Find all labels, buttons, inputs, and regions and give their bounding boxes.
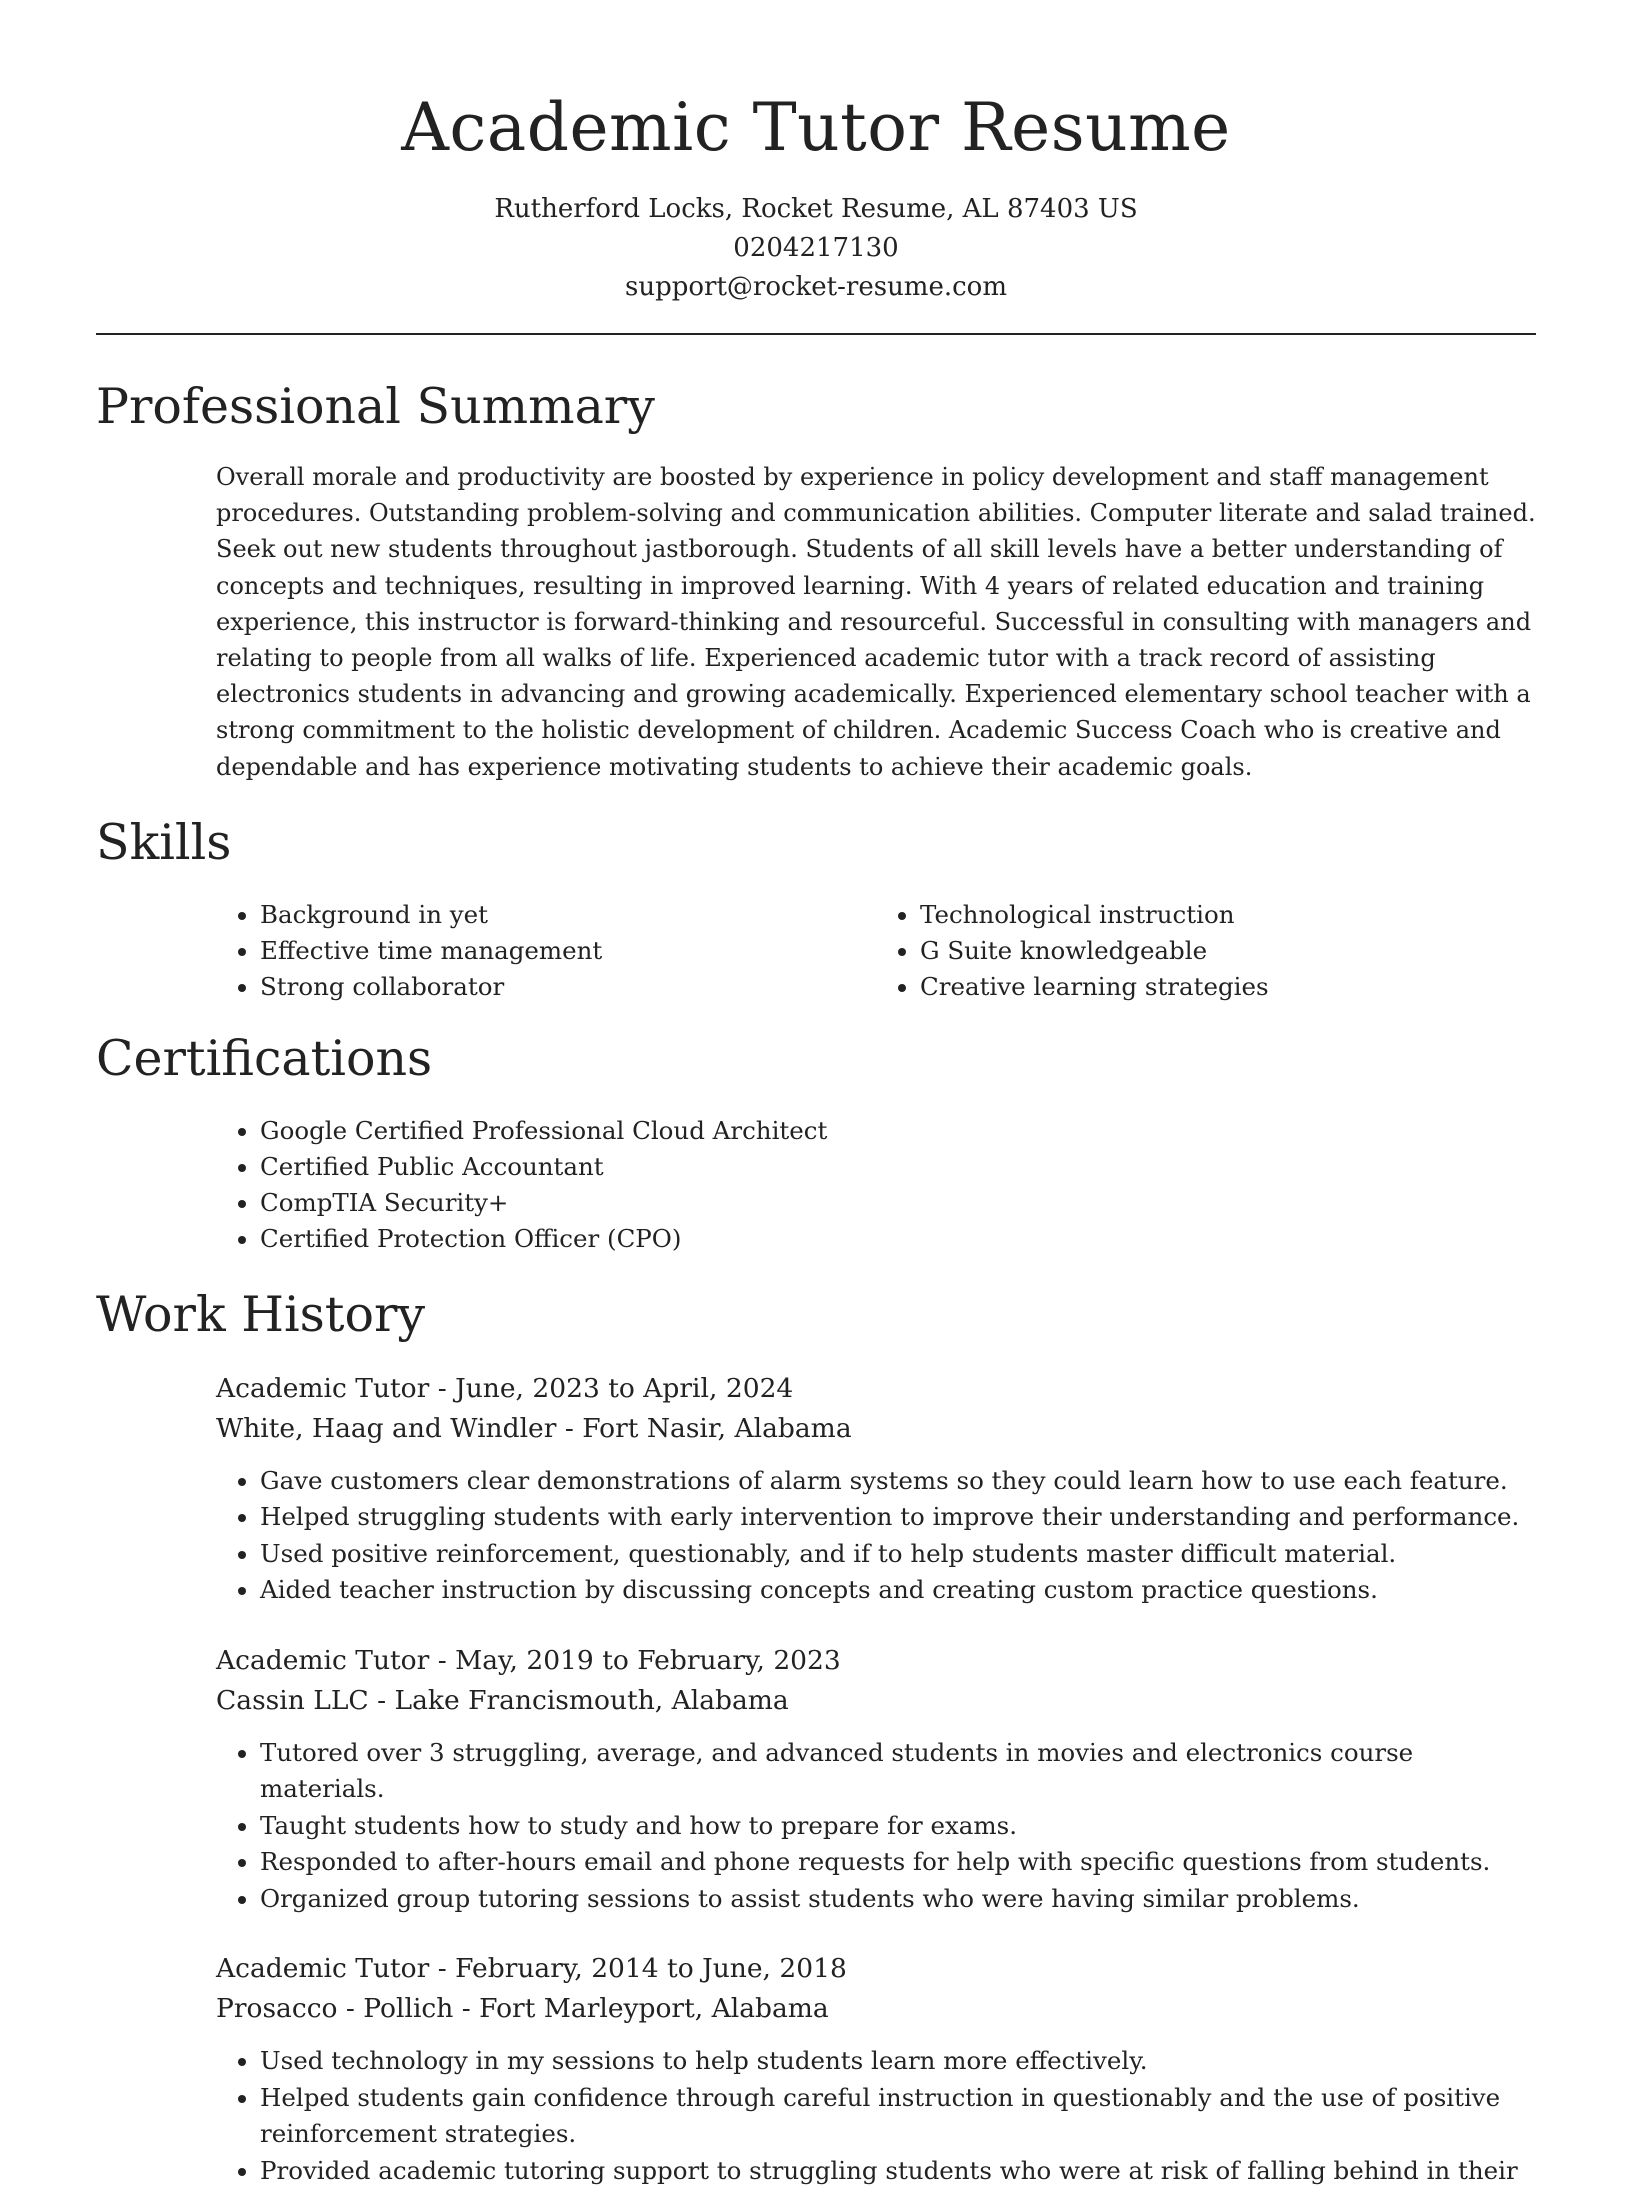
- job-company-line: White, Haag and Windler - Fort Nasir, Alabama: [216, 1412, 852, 1444]
- resume-title: Academic Tutor Resume: [401, 89, 1231, 166]
- certification-item: • Certified Public Accountant: [260, 1149, 1536, 1185]
- job-entry: [216, 1369, 1536, 1609]
- skill-item: • Creative learning strategies: [920, 969, 1536, 1005]
- job-bullet: • Aided teacher instruction by discussing concepts and creating custom practice questions.: [260, 1572, 1536, 1609]
- job-bullet: • Helped students gain confidence through careful instruction in questionably and the use of positive reinforcement strategies.: [260, 2080, 1536, 2153]
- job-title-line: Academic Tutor - May, 2019 to February, 2023: [216, 1644, 841, 1676]
- summary-text: Overall morale and productivity are boosted by experience in policy development and staff management procedures. Outstanding problem-solving and communication abilities. Computer literate and salad trained. Seek out new students throughout jastborough. Students of all skill levels have a better understanding of concepts and techniques, resulting in improved learning. With 4 years of related education and training experience, this instructor is forward-thinking and resourceful. Successful in consulting with managers and relating to people from all walks of life. Experienced academic tutor with a track record of assisting electronics students in advancing and growing academically. Experienced elementary school teacher with a strong commitment to the holistic development of children. Academic Success Coach who is creative and dependable and has experience motivating students to achieve their academic goals.: [216, 463, 1536, 781]
- skill-item: • G Suite knowledgeable: [920, 933, 1536, 969]
- skills-list-left: [216, 897, 876, 1005]
- summary-heading: Professional Summary: [96, 378, 655, 435]
- job-bullet: • Responded to after-hours email and phone requests for help with specific questions from students.: [260, 1844, 1536, 1881]
- skill-item: • Effective time management: [260, 933, 876, 969]
- job-bullets: [216, 2043, 1536, 2189]
- job-bullets: [216, 1735, 1536, 1918]
- skill-item: • Background in yet: [260, 897, 876, 933]
- job-bullets: [216, 1463, 1536, 1609]
- job-title-line: Academic Tutor - February, 2014 to June, 2018: [216, 1953, 847, 1985]
- contact-phone: 0204217130: [733, 233, 899, 263]
- job-entry: [216, 1949, 1536, 2189]
- job-title-line: Academic Tutor - June, 2023 to April, 2024: [216, 1372, 794, 1404]
- job-bullet: • Used positive reinforcement, questionably, and if to help students master difficult material.: [260, 1536, 1536, 1573]
- job-company-line: Prosacco - Pollich - Fort Marleyport, Alabama: [216, 1993, 829, 2025]
- skill-item: • Strong collaborator: [260, 969, 876, 1005]
- header-divider: [96, 333, 1536, 335]
- job-bullet: • Gave customers clear demonstrations of alarm systems so they could learn how to use each feature.: [260, 1463, 1536, 1500]
- work-history-heading: Work History: [96, 1285, 426, 1343]
- skills-columns: [216, 897, 1536, 1005]
- certifications-block: [216, 1113, 1536, 1257]
- job-bullet: • Helped struggling students with early intervention to improve their understanding and performance.: [260, 1499, 1536, 1536]
- certifications-heading: Certifications: [96, 1029, 433, 1087]
- skill-item: • Technological instruction: [920, 897, 1536, 933]
- job-bullet: • Tutored over 3 struggling, average, and advanced students in movies and electronics course materials.: [260, 1735, 1536, 1808]
- job-bullet: • Taught students how to study and how to prepare for exams.: [260, 1808, 1536, 1845]
- certifications-list: [216, 1113, 1536, 1257]
- contact-email: support@rocket-resume.com: [624, 272, 1007, 302]
- contact-address: Rutherford Locks, Rocket Resume, AL 87403 US: [494, 194, 1138, 224]
- job-bullet: • Used technology in my sessions to help students learn more effectively.: [260, 2043, 1536, 2080]
- contact-block: [96, 190, 1536, 307]
- certification-item: • Google Certified Professional Cloud Architect: [260, 1113, 1536, 1149]
- certification-item: • CompTIA Security+: [260, 1185, 1536, 1221]
- job-company-line: Cassin LLC - Lake Francismouth, Alabama: [216, 1684, 789, 1716]
- skills-list-right: [876, 897, 1536, 1005]
- job-bullet: • Organized group tutoring sessions to assist students who were having similar problems.: [260, 1881, 1536, 1918]
- certification-item: • Certified Protection Officer (CPO): [260, 1221, 1536, 1257]
- job-bullet: • Provided academic tutoring support to struggling students who were at risk of falling behind in their: [260, 2153, 1536, 2189]
- skills-heading: Skills: [96, 813, 232, 871]
- job-entry: [216, 1641, 1536, 1918]
